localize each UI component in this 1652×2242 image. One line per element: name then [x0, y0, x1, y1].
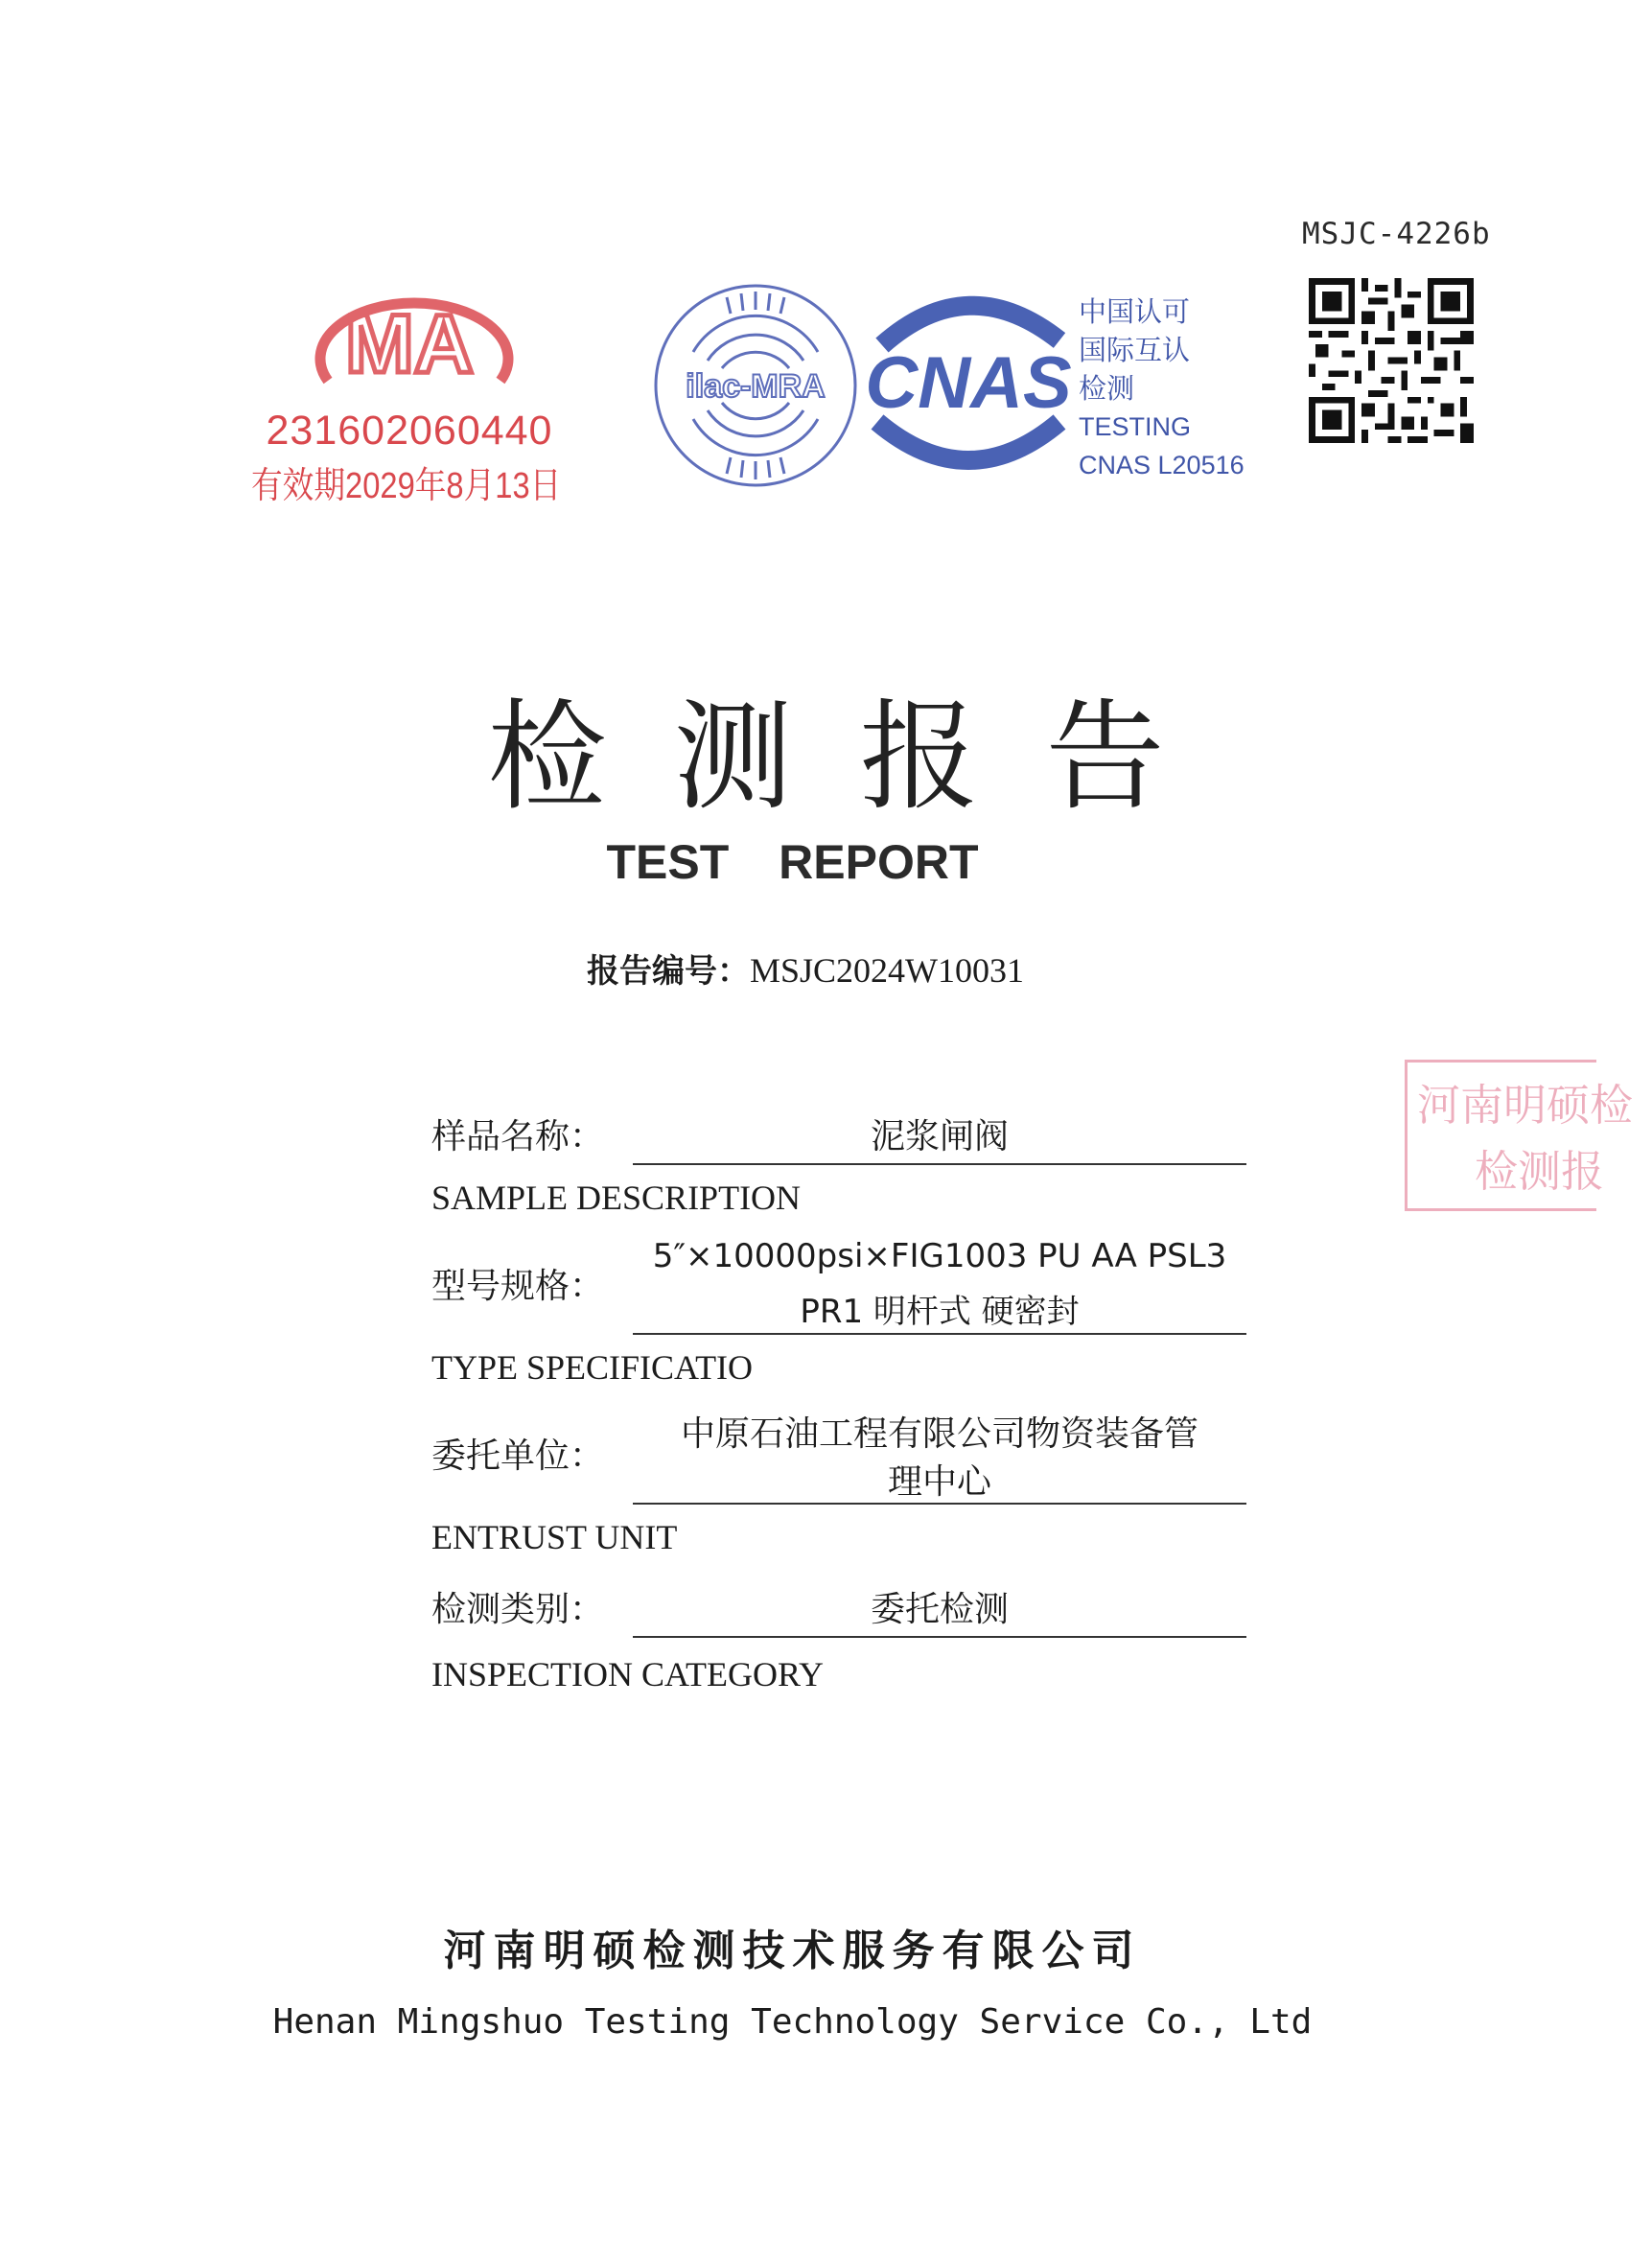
ilac-mra-logo	[650, 280, 861, 491]
cnas-logo	[853, 288, 1083, 479]
report-number	[587, 945, 1024, 992]
ilac-mra-text: ilac-MRA	[686, 368, 826, 405]
title-cn: 检测报告	[487, 689, 1232, 827]
type-label-cn: 型号规格：	[431, 1267, 605, 1306]
category-label-en: INSPECTION CATEGORY	[431, 1655, 825, 1693]
qr-code-icon	[1309, 278, 1474, 443]
title-en: TEST REPORT	[606, 835, 979, 889]
category-label-cn: 检测类别：	[431, 1590, 605, 1629]
seal-line: 检测报	[1475, 1146, 1605, 1197]
cnas-caption-line: TESTING	[1079, 412, 1192, 441]
type-value-line1: 5″×10000psi×FIG1003 PU AA PSL3	[652, 1237, 1227, 1275]
company-seal-partial	[1405, 1060, 1634, 1211]
type-label-en: TYPE SPECIFICATIO	[431, 1348, 754, 1387]
cma-number: 231602060440	[266, 408, 553, 454]
entrust-value-line2: 理中心	[887, 1462, 991, 1502]
cnas-caption-line: 中国认可	[1079, 295, 1191, 328]
type-value-line2: PR1 明杆式 硬密封	[800, 1293, 1080, 1331]
seal-line: 河南明硕检	[1417, 1080, 1634, 1131]
sample-underline	[633, 1163, 1246, 1165]
entrust-underline	[633, 1503, 1246, 1505]
cnas-logo-text: CNAS	[865, 342, 1072, 424]
company-name-cn: 河南明硕检测技术服务有限公司	[443, 1927, 1142, 1975]
entrust-label-cn: 委托单位：	[431, 1436, 605, 1476]
company-name-en: Henan Mingshuo Testing Technology Service Co., Ltd	[272, 2002, 1313, 2042]
cnas-caption-line: 检测	[1079, 372, 1135, 405]
cma-validity: 有效期2029年8月13日	[251, 466, 562, 506]
entrust-value-line1: 中原石油工程有限公司物资装备管	[680, 1414, 1198, 1454]
category-underline	[633, 1636, 1246, 1638]
sample-value: 泥浆闸阀	[870, 1117, 1009, 1156]
sample-label-cn: 样品名称：	[431, 1117, 605, 1156]
form-code: MSJC-4226b	[1302, 217, 1491, 251]
entrust-label-en: ENTRUST UNIT	[431, 1518, 678, 1556]
sample-label-en: SAMPLE DESCRIPTION	[431, 1179, 802, 1217]
cma-logo-text: MA	[345, 298, 474, 390]
type-underline	[633, 1333, 1246, 1335]
cnas-caption-line: 国际互认	[1079, 334, 1191, 366]
report-number-label: 报告编号：	[587, 952, 750, 991]
cnas-caption	[1079, 292, 1245, 484]
cnas-caption-line: CNAS L20516	[1079, 451, 1245, 479]
category-value: 委托检测	[870, 1590, 1009, 1629]
report-number-value: MSJC2024W10031	[750, 951, 1025, 990]
